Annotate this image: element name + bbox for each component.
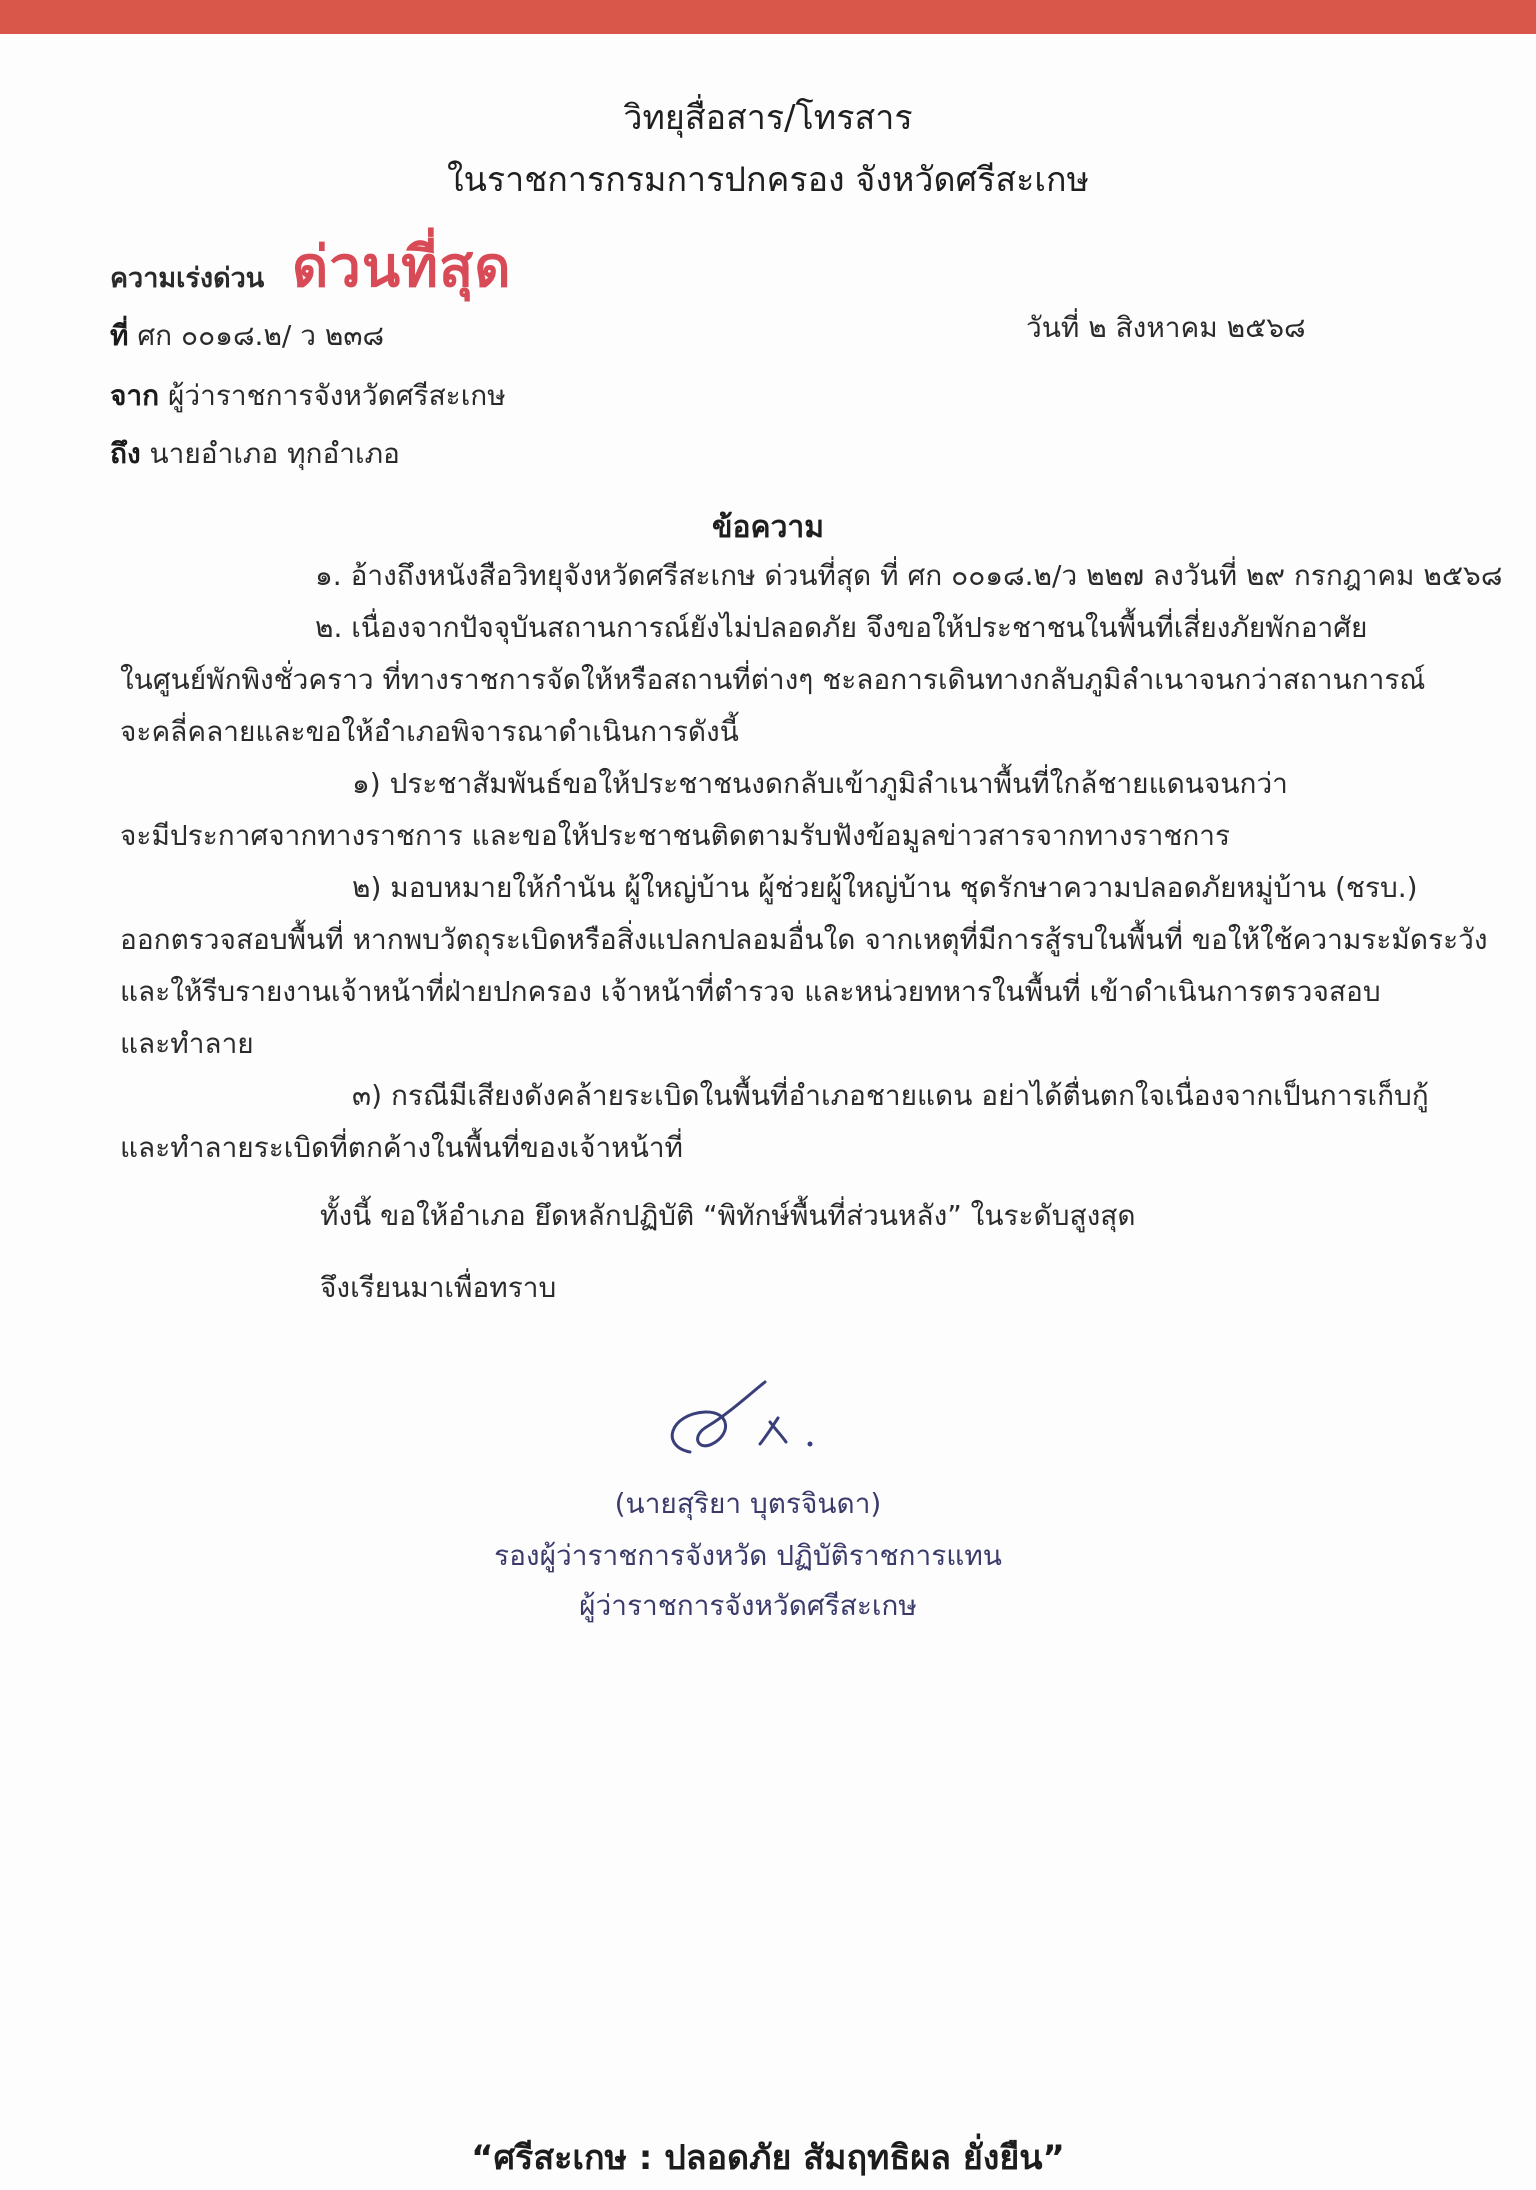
footer-slogan: “ศรีสะเกษ : ปลอดภัย สัมฤทธิผล ยั่งยืน” bbox=[471, 2138, 1065, 2178]
urgency-stamp: ด่วนที่สุด bbox=[292, 235, 512, 300]
item-3-line-2: และทำลายระเบิดที่ตกค้างในพื้นที่ของเจ้าหน้าที่ bbox=[120, 1131, 684, 1164]
signatory-title-line1: รองผู้ว่าราชการจังหวัด ปฏิบัติราชการแทน bbox=[494, 1539, 1002, 1572]
document-title-line2: ในราชการกรมการปกครอง จังหวัดศรีสะเกษ bbox=[447, 160, 1089, 200]
urgency-label: ความเร่งด่วน bbox=[110, 263, 265, 294]
paragraph-2-line-1: ๒. เนื่องจากปัจจุบันสถานการณ์ยังไม่ปลอดภัย จึงขอให้ประชาชนในพื้นที่เสี่ยงภัยพักอาศัย bbox=[315, 611, 1368, 644]
from-value: ผู้ว่าราชการจังหวัดศรีสะเกษ bbox=[168, 379, 506, 412]
paragraph-2-line-2: ในศูนย์พักพิงชั่วคราว ที่ทางราชการจัดให้หรือสถานที่ต่างๆ ชะลอการเดินทางกลับภูมิลำเนาจนกว่าสถานการณ์ bbox=[120, 663, 1426, 696]
item-2-line-3: และให้รีบรายงานเจ้าหน้าที่ฝ่ายปกครอง เจ้าหน้าที่ตำรวจ และหน่วยทหารในพื้นที่ เข้าดำเนินการตรวจสอบ bbox=[120, 975, 1381, 1008]
top-color-bar bbox=[0, 0, 1536, 34]
item-1-line-1: ๑) ประชาสัมพันธ์ขอให้ประชาชนงดกลับเข้าภูมิลำเนาพื้นที่ใกล้ชายแดนจนกว่า bbox=[352, 767, 1288, 800]
paragraph-1: ๑. อ้างถึงหนังสือวิทยุจังหวัดศรีสะเกษ ด่วนที่สุด ที่ ศก ๐๐๑๘.๒/ว ๒๒๗ ลงวันที่ ๒๙ กรกฎาคม ๒๕๖๘ bbox=[315, 559, 1503, 592]
message-body bbox=[120, 34, 1503, 2134]
item-3-line-1: ๓) กรณีมีเสียงดังคล้ายระเบิดในพื้นที่อำเภอชายแดน อย่าได้ตื่นตกใจเนื่องจากเป็นการเก็บกู้ bbox=[352, 1079, 1429, 1112]
document-title-line1: วิทยุสื่อสาร/โทรสาร bbox=[623, 98, 913, 138]
item-2-line-1: ๒) มอบหมายให้กำนัน ผู้ใหญ่บ้าน ผู้ช่วยผู้ใหญ่บ้าน ชุดรักษาความปลอดภัยหมู่บ้าน (ชรบ.) bbox=[352, 871, 1418, 904]
item-2-line-2: ออกตรวจสอบพื้นที่ หากพบวัตถุระเบิดหรือสิ่งแปลกปลอมอื่นใด จากเหตุที่มีการสู้รบในพื้นที่ ขอให้ใช้ความระมัดระวัง bbox=[120, 923, 1488, 956]
closing-statement: ทั้งนี้ ขอให้อำเภอ ยึดหลักปฏิบัติ “พิทักษ์พื้นที่ส่วนหลัง” ในระดับสูงสุด bbox=[320, 1199, 1136, 1232]
reference-value: ศก ๐๐๑๘.๒/ ว ๒๓๘ bbox=[137, 319, 385, 352]
message-heading: ข้อความ bbox=[711, 510, 825, 545]
from-label: จาก bbox=[110, 379, 160, 412]
reference-label: ที่ bbox=[110, 319, 129, 352]
to-value: นายอำเภอ ทุกอำเภอ bbox=[149, 437, 400, 470]
signatory-title-line2: ผู้ว่าราชการจังหวัดศรีสะเกษ bbox=[579, 1589, 917, 1622]
signature-mark bbox=[650, 1374, 850, 1474]
to-label: ถึง bbox=[110, 437, 141, 470]
document-page bbox=[0, 34, 1536, 2190]
item-2-line-4: และทำลาย bbox=[120, 1027, 254, 1060]
signatory-name: (นายสุริยา บุตรจินดา) bbox=[614, 1487, 882, 1520]
paragraph-2-line-3: จะคลี่คลายและขอให้อำเภอพิจารณาดำเนินการดังนี้ bbox=[120, 715, 739, 748]
document-date: วันที่ ๒ สิงหาคม ๒๕๖๘ bbox=[1026, 311, 1306, 344]
closing-salutation: จึงเรียนมาเพื่อทราบ bbox=[320, 1271, 557, 1304]
item-1-line-2: จะมีประกาศจากทางราชการ และขอให้ประชาชนติดตามรับฟังข้อมูลข่าวสารจากทางราชการ bbox=[120, 819, 1231, 852]
